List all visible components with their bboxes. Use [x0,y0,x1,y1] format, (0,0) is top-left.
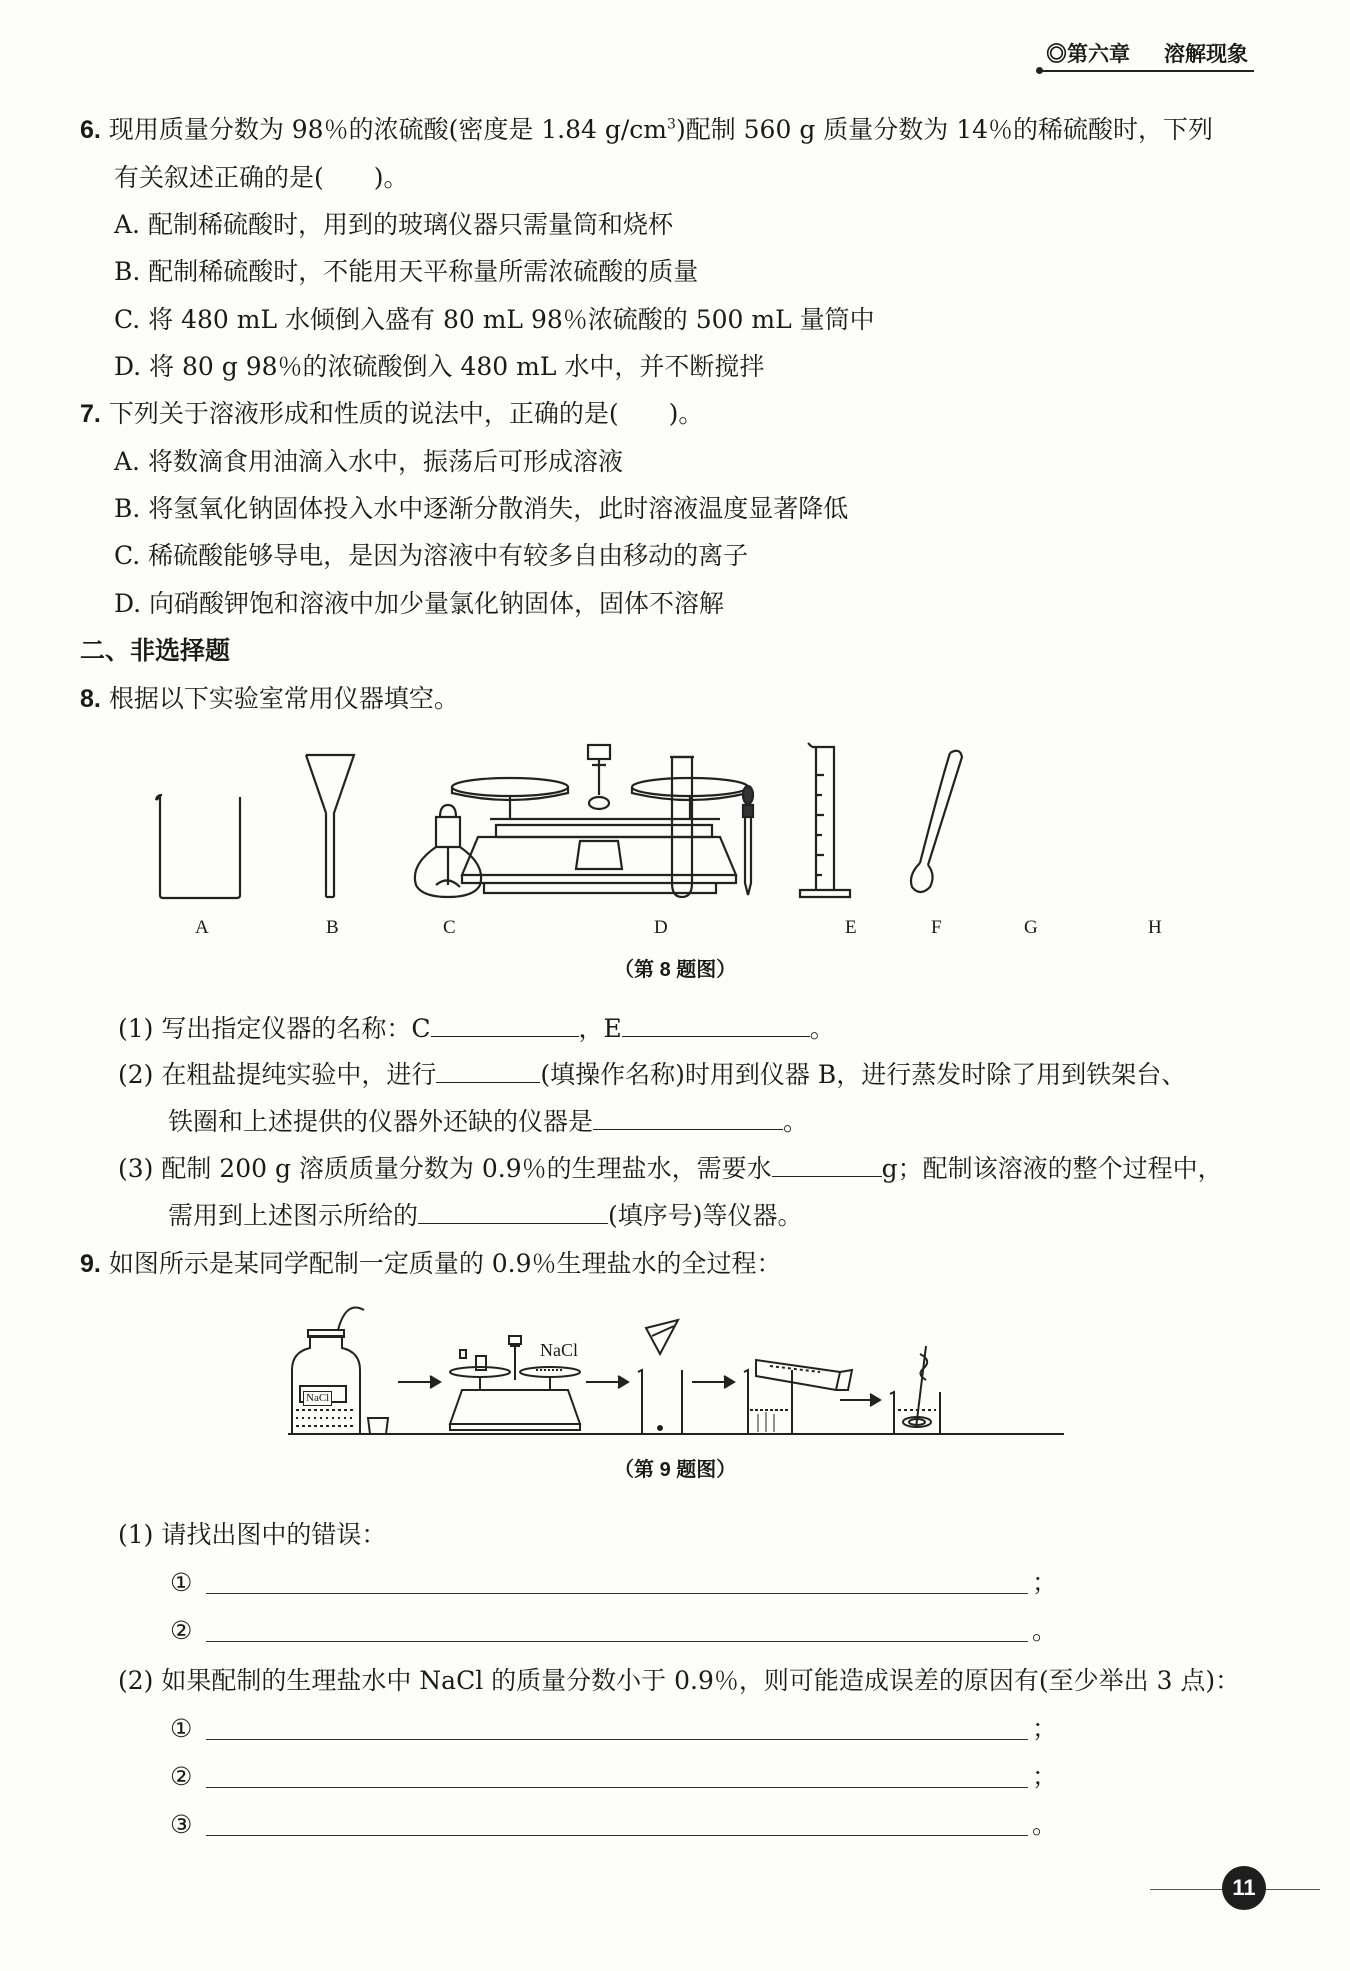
dropper-icon [743,786,753,895]
option-c: C. 稀硫酸能够导电，是因为溶液中有较多自由移动的离子 [114,541,749,570]
circled-mark-2: ② [170,1616,193,1645]
arrow-icon [398,1376,440,1388]
balance-icon [452,745,748,893]
question-number: 6. [80,116,101,144]
instrument-label-f: F [931,917,942,938]
header-rule [1040,70,1254,72]
question-number: 7. [80,400,101,428]
line-end-mark: ； [1032,1568,1058,1597]
question-stem-line2: 有关叙述正确的是( )。 [114,163,409,192]
line-end-mark: ； [1032,1714,1058,1743]
header-rule-dot [1036,67,1043,74]
option-d: D. 向硝酸钾饱和溶液中加少量氯化钠固体，固体不溶解 [114,589,725,618]
question-number: 9. [80,1250,101,1278]
question-stem: 如图所示是某同学配制一定质量的 0.9％生理盐水的全过程： [108,1249,782,1278]
arrow-icon [586,1376,628,1388]
circled-mark-1: ① [170,1714,193,1743]
chapter-title: 溶解现象 [1164,43,1248,66]
figure-8-caption: （第 8 题图） [614,959,737,981]
answer-line[interactable] [206,1787,1028,1788]
instrument-label-b: B [326,917,339,938]
reagent-jar-icon [292,1308,364,1435]
question-stem: 现用质量分数为 98％的浓硫酸(密度是 1.84 $g/cm^3$)配制 560 g 质量分数为 14％的稀硫酸时，下列 [108,115,1214,144]
beaker-icon [156,795,240,898]
jar-label: NaCl [303,1391,332,1406]
beaker-icon [638,1320,682,1434]
line-end-mark: ； [1032,1762,1058,1791]
answer-blank[interactable] [772,1154,882,1177]
instrument-label-e: E [845,917,857,938]
option-b: B. 将氢氧化钠固体投入水中逐渐分散消失，此时溶液温度显著降低 [114,494,849,523]
arrow-icon [840,1394,880,1406]
line-end-mark: 。 [1032,1616,1058,1645]
sub-question-3: (3) 配制 200 g 溶质质量分数为 0.9％的生理盐水，需要水 g；配制该溶液的整个过程中， [118,1154,1223,1183]
answer-line[interactable] [206,1593,1028,1594]
question-stem: 下列关于溶液形成和性质的说法中，正确的是( )。 [108,399,704,428]
sub-question-2: (2) 如果配制的生理盐水中 NaCl 的质量分数小于 0.9％，则可能造成误差的原因有(至少举出 3 点)： [118,1666,1241,1695]
pouring-cylinder-icon [744,1360,852,1434]
instrument-label-g: G [1024,917,1038,938]
chapter-label: ◎第六章 [1046,43,1130,66]
answer-line[interactable] [206,1739,1028,1740]
option-a: A. 将数滴食用油滴入水中，振荡后可形成溶液 [114,447,623,476]
graduated-cylinder-icon [800,743,850,897]
instrument-label-c: C [443,917,456,938]
sub-question-1: (1) 请找出图中的错误： [118,1520,387,1549]
answer-blank[interactable] [436,1060,540,1083]
figure-9-caption: （第 9 题图） [614,1459,737,1481]
funnel-icon [306,755,354,897]
circled-mark-1: ① [170,1568,193,1597]
option-b: B. 配制稀硫酸时，不能用天平称量所需浓硫酸的质量 [114,257,699,286]
question-number: 8. [80,685,101,713]
answer-blank[interactable] [431,1014,579,1037]
option-a: A. 配制稀硫酸时，用到的玻璃仪器只需量筒和烧杯 [114,210,673,239]
sub-question-2: (2) 在粗盐提纯实验中，进行 (填操作名称)时用到仪器 B，进行蒸发时除了用到铁架台、 [118,1060,1187,1089]
section-heading: 二、非选择题 [80,637,231,665]
arrow-icon [692,1376,734,1388]
spoon-icon [911,751,962,892]
answer-blank[interactable] [418,1201,608,1224]
figure-8 [140,735,1220,955]
circled-mark-2: ② [170,1762,193,1791]
bottle-cap-icon [368,1418,388,1434]
stirring-beaker-icon [890,1346,940,1434]
instrument-label-h: H [1148,917,1162,938]
sub-question-2-line2: 铁圈和上述提供的仪器外还缺的仪器是 。 [168,1107,809,1136]
question-stem: 根据以下实验室常用仪器填空。 [108,684,459,713]
line-end-mark: 。 [1032,1810,1058,1839]
page-number: 11 [1232,1875,1256,1900]
figure-9 [280,1300,1080,1450]
balance-pan-label: NaCl [540,1340,578,1360]
instrument-label-d: D [654,917,668,938]
page-number-badge [1222,1866,1266,1910]
answer-line[interactable] [206,1835,1028,1836]
sub-question-3-line2: 需用到上述图示所给的 (填序号)等仪器。 [168,1201,803,1230]
option-c: C. 将 480 mL 水倾倒入盛有 80 mL 98％浓硫酸的 500 mL 量筒中 [114,305,875,334]
circled-mark-3: ③ [170,1810,193,1839]
answer-line[interactable] [206,1641,1028,1642]
instrument-label-a: A [195,917,209,938]
answer-blank[interactable] [622,1014,810,1037]
option-d: D. 将 80 g 98％的浓硫酸倒入 480 mL 水中，并不断搅拌 [114,352,765,381]
sub-question-1: (1) 写出指定仪器的名称：C ，E 。 [118,1014,835,1043]
answer-blank[interactable] [593,1107,783,1130]
